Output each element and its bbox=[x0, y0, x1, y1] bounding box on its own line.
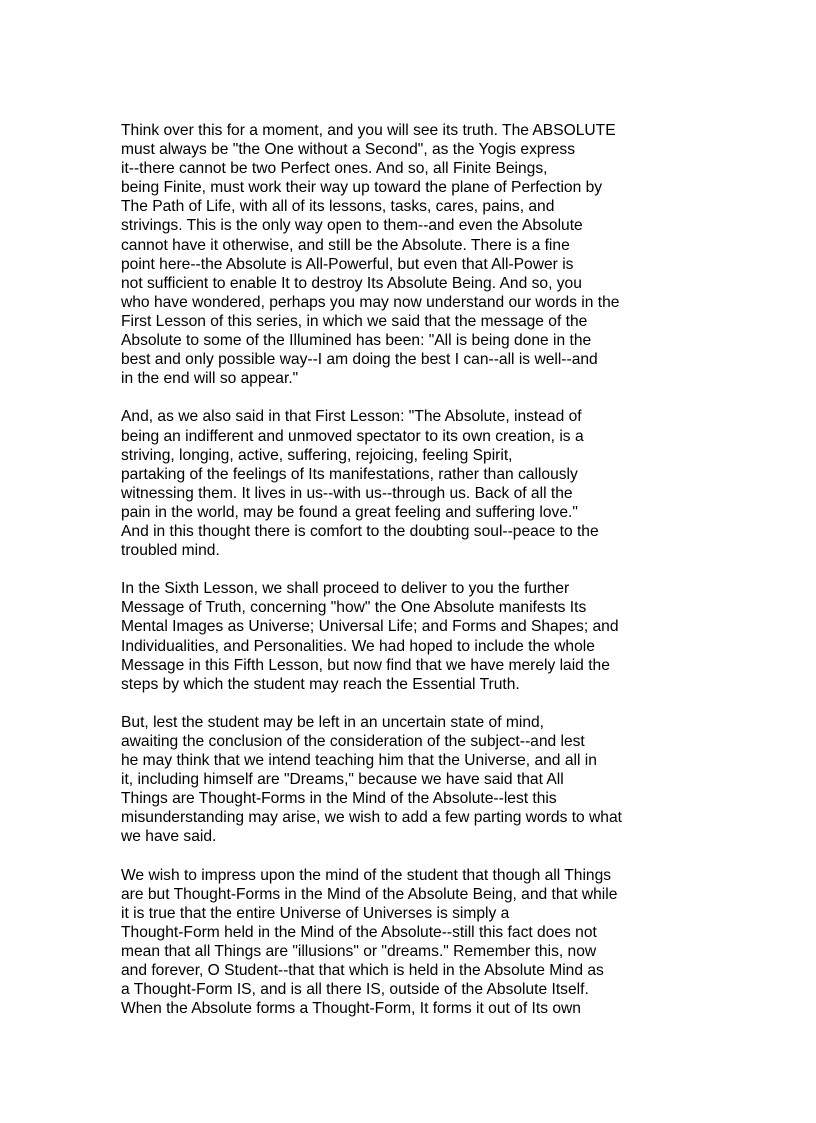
text-line: Individualities, and Personalities. We had hoped to include the whole bbox=[121, 637, 595, 655]
text-line: pain in the world, may be found a great feeling and suffering love." bbox=[121, 503, 578, 521]
text-line: being Finite, must work their way up toward the plane of Perfection by bbox=[121, 179, 603, 197]
paragraph bbox=[121, 713, 681, 847]
text-line: Message in this Fifth Lesson, but now find that we have merely laid the bbox=[121, 656, 610, 674]
text-line: steps by which the student may reach the Essential Truth. bbox=[121, 675, 520, 693]
text-line: But, lest the student may be left in an uncertain state of mind, bbox=[121, 713, 545, 731]
paragraph bbox=[121, 579, 681, 694]
text-line: cannot have it otherwise, and still be the Absolute. There is a fine bbox=[121, 236, 570, 254]
paragraph bbox=[121, 866, 681, 1019]
text-line: Thought-Form held in the Mind of the Absolute--still this fact does not bbox=[121, 923, 597, 941]
text-line: misunderstanding may arise, we wish to add a few parting words to what bbox=[121, 809, 622, 827]
text-line: awaiting the conclusion of the consideration of the subject--and lest bbox=[121, 733, 585, 750]
text-line: Message of Truth, concerning "how" the One Absolute manifests Its bbox=[121, 599, 587, 617]
text-line: troubled mind. bbox=[121, 542, 220, 560]
text-line: partaking of the feelings of Its manifestations, rather than callously bbox=[121, 465, 578, 483]
paragraph bbox=[121, 407, 681, 560]
text-line: The Path of Life, with all of its lessons, tasks, cares, pains, and bbox=[121, 198, 555, 216]
text-line: must always be "the One without a Second", as the Yogis express bbox=[121, 141, 576, 159]
text-line: Absolute to some of the Illumined has been: "All is being done in the bbox=[121, 332, 592, 350]
paragraph bbox=[121, 121, 681, 388]
text-line: And in this thought there is comfort to the doubting soul--peace to the bbox=[121, 522, 599, 540]
text-line: point here--the Absolute is All-Powerful, but even that All-Power is bbox=[121, 255, 574, 273]
text-line: Things are Thought-Forms in the Mind of the Absolute--lest this bbox=[121, 790, 557, 808]
text-line: and forever, O Student--that that which is held in the Absolute Mind as bbox=[121, 962, 604, 980]
text-line: he may think that we intend teaching him that the Universe, and all in bbox=[121, 752, 597, 770]
text-line: we have said. bbox=[121, 828, 217, 846]
text-line: it, including himself are "Dreams," because we have said that All bbox=[121, 771, 564, 789]
text-line: a Thought-Form IS, and is all there IS, outside of the Absolute Itself. bbox=[121, 981, 589, 999]
text-line: being an indifferent and unmoved spectator to its own creation, is a bbox=[121, 427, 584, 445]
text-line: it--there cannot be two Perfect ones. And so, all Finite Beings, bbox=[121, 160, 548, 178]
text-line: First Lesson of this series, in which we said that the message of the bbox=[121, 312, 588, 330]
text-line: mean that all Things are "illusions" or "dreams." Remember this, now bbox=[121, 943, 597, 961]
text-line: in the end will so appear." bbox=[121, 370, 299, 388]
text-line: it is true that the entire Universe of Universes is simply a bbox=[121, 904, 510, 922]
text-line: Mental Images as Universe; Universal Life; and Forms and Shapes; and bbox=[121, 618, 619, 636]
text-line: When the Absolute forms a Thought-Form, It forms it out of Its own bbox=[121, 1000, 581, 1018]
text-line: witnessing them. It lives in us--with us--through us. Back of all the bbox=[121, 484, 573, 502]
text-line: not sufficient to enable It to destroy Its Absolute Being. And so, you bbox=[121, 274, 582, 292]
text-line: striving, longing, active, suffering, rejoicing, feeling Spirit, bbox=[121, 446, 513, 464]
text-line: Think over this for a moment, and you will see its truth. The ABSOLUTE bbox=[121, 122, 616, 139]
text-line: who have wondered, perhaps you may now understand our words in the bbox=[121, 293, 620, 311]
text-line: strivings. This is the only way open to them--and even the Absolute bbox=[121, 217, 583, 235]
text-line: We wish to impress upon the mind of the student that though all Things bbox=[121, 866, 612, 884]
text-line: And, as we also said in that First Lesson: "The Absolute, instead of bbox=[121, 408, 582, 426]
text-line: are but Thought-Forms in the Mind of the Absolute Being, and that while bbox=[121, 885, 618, 903]
text-line: In the Sixth Lesson, we shall proceed to deliver to you the further bbox=[121, 580, 570, 598]
text-line: best and only possible way--I am doing the best I can--all is well--and bbox=[121, 351, 598, 369]
body-text bbox=[121, 121, 681, 1038]
